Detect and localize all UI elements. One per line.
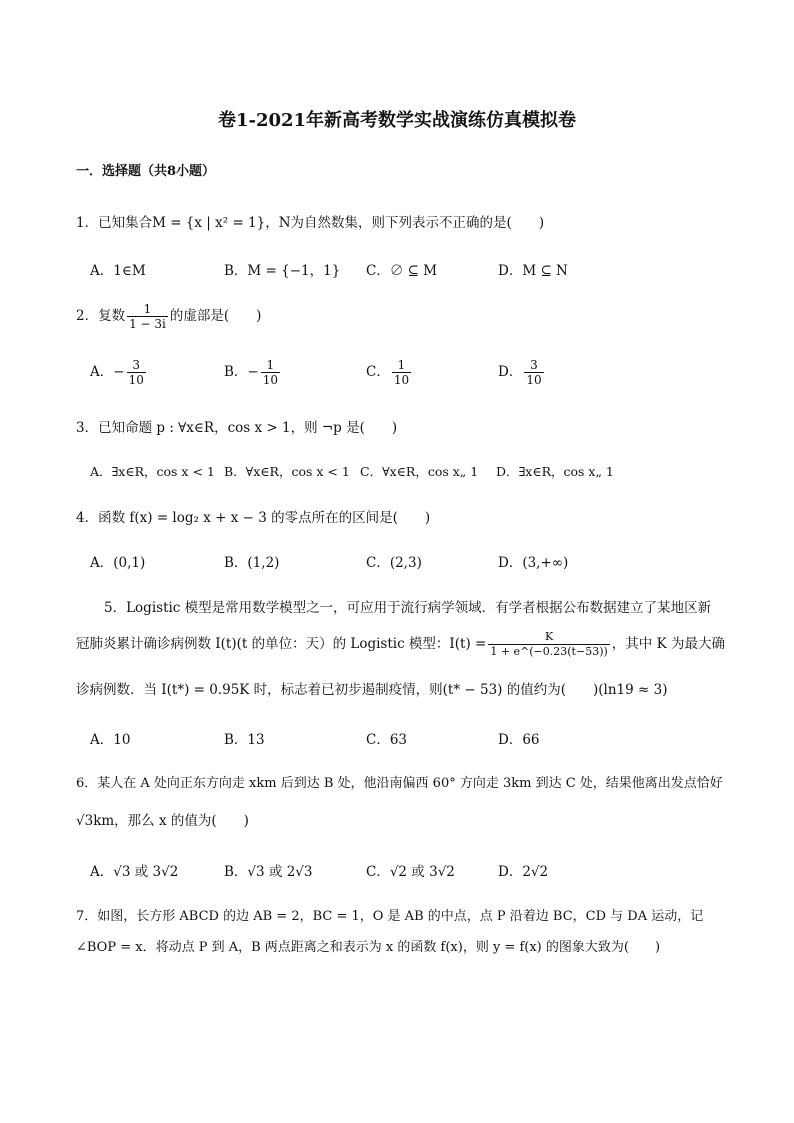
question-5-option-d: D．66 (498, 732, 540, 748)
question-4-option-a: A．(0,1) (90, 555, 146, 571)
question-5-option-c: C．63 (366, 732, 408, 748)
question-6-option-d: D．2√2 (498, 864, 549, 880)
question-5-model-fraction (488, 630, 609, 659)
question-5-model-num: K (488, 630, 609, 645)
question-2-stem (76, 302, 261, 331)
question-3-option-a: A．∃x∈R，cos x < 1 (90, 464, 215, 479)
question-6-option-c: C．√2 或 3√2 (366, 864, 455, 880)
question-1-option-d: D．M ⊆ N (498, 263, 568, 279)
question-5-option-b: B．13 (224, 732, 265, 748)
question-4-option-c: C．(2,3) (366, 555, 422, 571)
question-2-tail: 的虚部是( ) (169, 308, 262, 324)
question-7-line-2: ∠BOP = x．将动点 P 到 A，B 两点距离之和表示为 x 的函数 f(x)，则 y = f(x) 的图象大致为( ) (76, 940, 661, 955)
question-4-option-d: D．(3,+∞) (498, 555, 569, 571)
question-6-line-2: √3km，那么 x 的值为( ) (76, 813, 249, 829)
question-3-option-b: B．∀x∈R，cos x < 1 (224, 464, 350, 479)
question-3-stem: 3．已知命题 p : ∀x∈R，cos x > 1，则 ¬p 是( ) (76, 420, 398, 436)
question-6-option-b: B．√3 或 2√3 (224, 864, 313, 880)
question-5-line-2-text: 冠肺炎累计确诊病例数 I(t)(t 的单位：天）的 Logistic 模型：I(t) = (76, 636, 487, 652)
question-4-stem: 4．函数 f(x) = log₂ x + x − 3 的零点所在的区间是( ) (76, 510, 431, 526)
question-7-line-1: 7．如图，长方形 ABCD 的边 AB = 2，BC = 1，O 是 AB 的中点，点 P 沿着边 BC，CD 与 DA 运动，记 (76, 909, 704, 924)
question-3-option-c: C．∀x∈R，cos x„ 1 (360, 464, 479, 479)
section-heading: 一．选择题（共8小题） (76, 164, 216, 179)
question-2-number: 2．复数 (76, 308, 126, 324)
question-5-line-2-tail: ，其中 K 为最大确 (611, 636, 725, 652)
question-2-option-d: D． $\frac{3}{10}$ (498, 358, 542, 387)
question-2-fraction-num: 1 (127, 302, 168, 317)
question-4-option-b: B．(1,2) (224, 555, 280, 571)
question-1-option-a: A．1∈M (90, 263, 146, 279)
question-5-line-3: 诊病例数．当 I(t*) = 0.95K 时，标志着已初步遏制疫情，则(t* − 53) 的值约为( )(ln19 ≈ 3) (76, 682, 668, 698)
question-1-stem: 1．已知集合M = {x | x² = 1}，N为自然数集，则下列表示不正确的是( ) (76, 215, 545, 231)
question-6-line-1: 6．某人在 A 处向正东方向走 xkm 后到达 B 处，他沿南偏西 60° 方向走 3km 到达 C 处，结果他离出发点恰好 (76, 776, 723, 791)
page-title: 卷1-2021年新高考数学实战演练仿真模拟卷 (217, 110, 577, 131)
question-5-option-a: A．10 (90, 732, 131, 748)
question-2-option-b: B．− $\frac{1}{10}$ (224, 358, 279, 387)
question-1-option-b: B．M = {−1，1} (224, 263, 341, 279)
question-2-fraction (127, 302, 168, 331)
question-5-line-2 (76, 630, 725, 659)
question-5-model-den: 1 + e^(−0.23(t−53)) (490, 645, 608, 658)
question-6-option-a: A．√3 或 3√2 (90, 864, 179, 880)
question-3-option-d: D．∃x∈R，cos x„ 1 (496, 464, 614, 479)
question-1-option-c: C．∅ ⊆ M (366, 263, 438, 279)
question-5-line-1: 5．Logistic 模型是常用数学模型之一，可应用于流行病学领域．有学者根据公布数据建立了某地区新 (104, 600, 712, 616)
question-2-option-c: C． $\frac{1}{10}$ (366, 358, 410, 387)
question-2-option-a: A．− $\frac{3}{10}$ (90, 358, 144, 387)
question-2-fraction-den: 1 − 3i (129, 317, 166, 331)
